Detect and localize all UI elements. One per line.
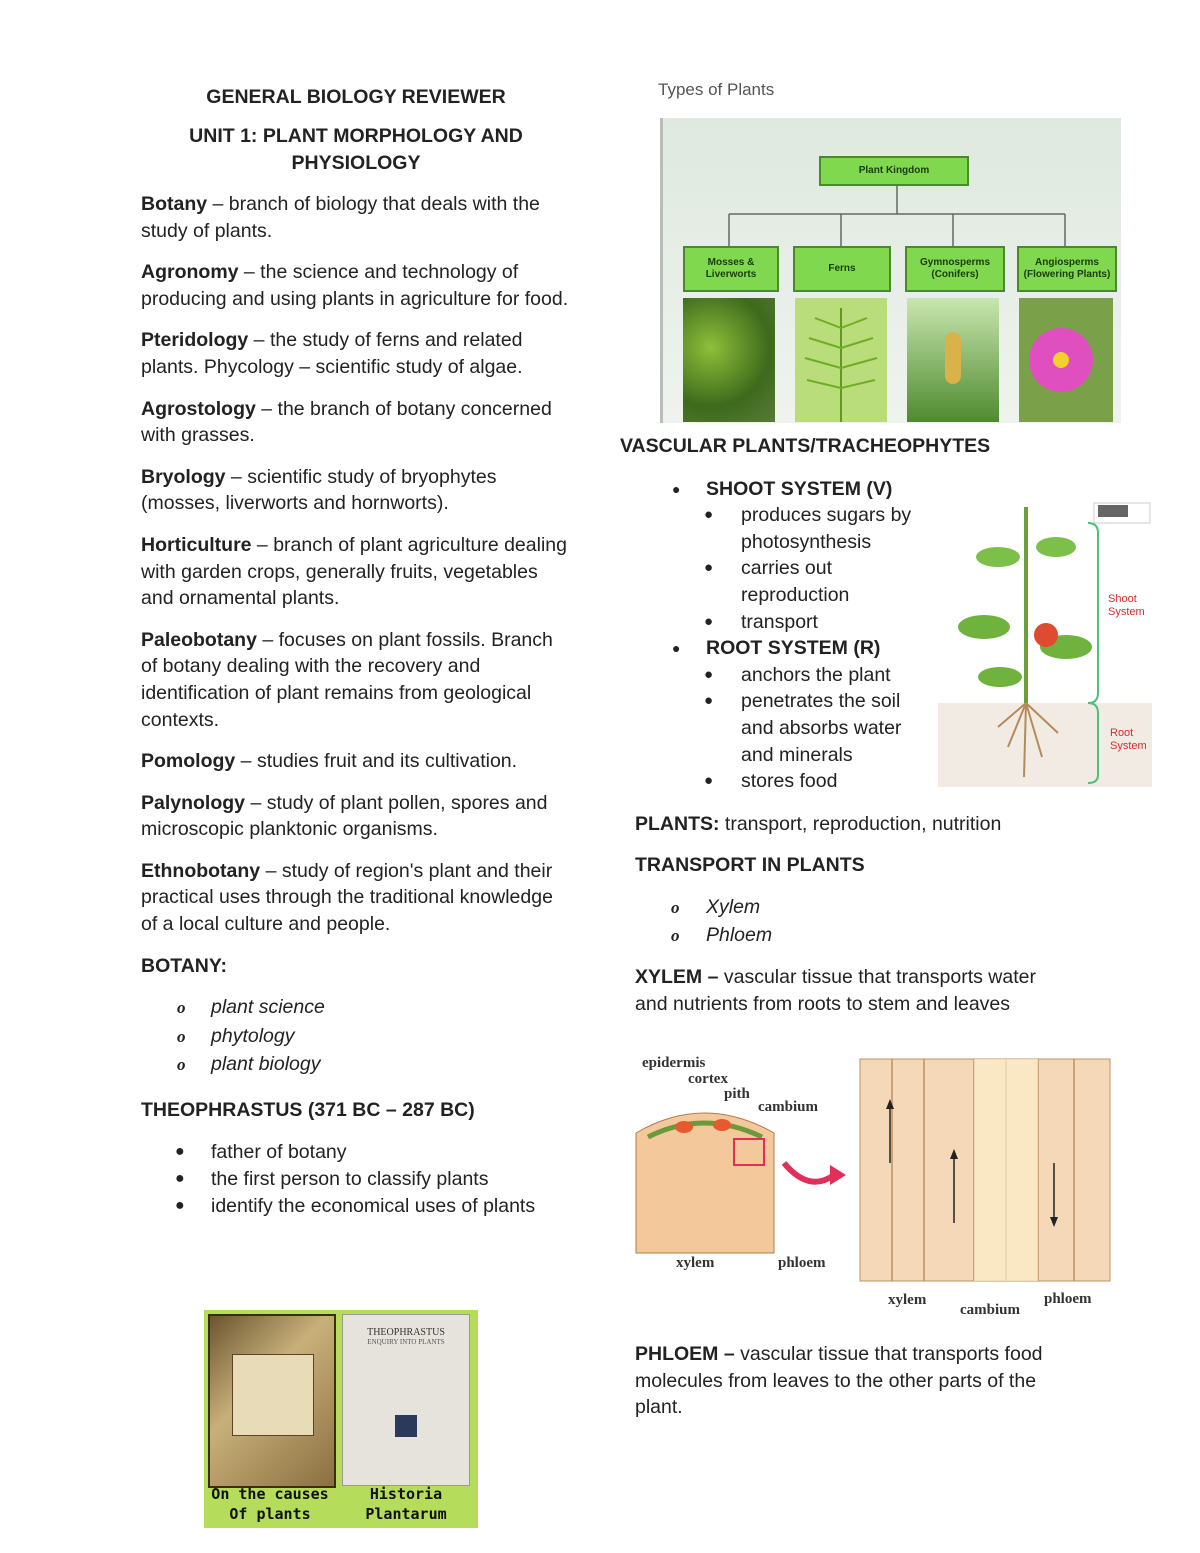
theophrastus-books-image — [204, 1310, 478, 1528]
book-caption-right: Historia Plantarum — [365, 1485, 447, 1523]
term-text: – study of plant pollen, spores and microscopic planktonic organisms. — [141, 791, 548, 841]
term-definition — [141, 464, 571, 517]
ferns-box: Ferns — [793, 246, 891, 292]
bullet-icon: ● — [704, 692, 714, 710]
term-text: – study of region's plant and their practical uses through the traditional knowledge of a local culture and people. — [141, 859, 553, 936]
bullet-icon: ● — [672, 480, 681, 497]
bullet-icon: ● — [175, 1143, 185, 1161]
bullet-icon: ● — [704, 506, 714, 524]
theophrastus-heading: THEOPHRASTUS (371 BC – 287 BC) — [141, 1098, 475, 1121]
bullet-icon: ● — [704, 772, 714, 790]
mosses-box: Mosses & Liverworts — [683, 246, 779, 292]
chart-frame — [660, 118, 1121, 423]
types-of-plants-figure — [656, 78, 1120, 426]
o-bullet-icon: o — [671, 897, 680, 917]
term-definition — [141, 532, 571, 612]
list-item: ● penetrates the soil and absorbs water and minerals — [704, 690, 902, 766]
term-name: Ethnobotany — [141, 859, 261, 882]
transport-heading: TRANSPORT IN PLANTS — [635, 854, 865, 877]
plant-kingdom-box: Plant Kingdom — [819, 156, 969, 186]
cambium-label: cambium — [758, 1099, 818, 1115]
list-item: ● produces sugars by photosynthesis — [704, 504, 912, 553]
term-definition — [141, 627, 571, 733]
phloem-definition: PHLOEM – vascular tissue that transports food molecules from leaves to the other parts of the plant. — [635, 1343, 1043, 1419]
term-text: – studies fruit and its cultivation. — [235, 750, 518, 773]
flower-photo — [1019, 298, 1113, 422]
xylem-definition: XYLEM – vascular tissue that transports water and nutrients from roots to stem and leaves — [635, 965, 1036, 1015]
plants-line: PLANTS: transport, reproduction, nutrition — [635, 812, 1002, 835]
o-bullet-icon: o — [177, 1026, 186, 1046]
term-definition — [141, 396, 571, 449]
term-name: Horticulture — [141, 533, 252, 556]
bullet-icon: ● — [704, 612, 714, 630]
term-name: Agrostology — [141, 397, 256, 420]
stem-cross-section-illustration — [634, 1053, 1112, 1318]
book-caption-left: On the causes Of plants — [211, 1485, 329, 1523]
term-text: – the study of ferns and related plants. Phycology – scientific study of algae. — [141, 329, 523, 378]
list-item: o phytology — [141, 1022, 571, 1051]
list-item: ● identify the economical uses of plants — [141, 1193, 571, 1220]
root-system-label: Root System — [1110, 727, 1147, 752]
term-name: Pomology — [141, 750, 236, 773]
root-system-heading: ● ROOT SYSTEM (R) — [620, 635, 1140, 662]
o-bullet-icon: o — [177, 998, 186, 1018]
shoot-system-heading: ● SHOOT SYSTEM (V) — [620, 476, 1140, 503]
document-title: GENERAL BIOLOGY REVIEWER — [206, 86, 506, 108]
term-text: – the science and technology of producing and using plants in agriculture for food. — [141, 261, 569, 310]
term-text: – focuses on plant fossils. Branch of botany dealing with the recovery and identification of plant remains from geological contexts. — [141, 628, 553, 731]
term-name: Bryology — [141, 465, 226, 488]
cambium-label-right: cambium — [960, 1302, 1020, 1318]
term-name: Botany — [141, 193, 208, 215]
shoot-root-plant-figure — [938, 497, 1152, 787]
phloem-label: phloem — [778, 1255, 826, 1271]
epidermis-label: epidermis — [642, 1055, 706, 1071]
book-cover-image: THEOPHRASTUS ENQUIRY INTO PLANTS — [342, 1314, 470, 1486]
list-item: o plant science — [141, 993, 571, 1022]
list-item: o plant biology — [141, 1050, 571, 1079]
pith-label: pith — [724, 1086, 750, 1102]
list-item: ● transport — [620, 609, 931, 636]
figure-caption: Types of Plants — [658, 80, 775, 99]
bullet-icon: ● — [704, 559, 714, 577]
xylem-label-right: xylem — [888, 1292, 927, 1308]
term-name: Pteridology — [141, 329, 249, 352]
cortex-label: cortex — [688, 1071, 728, 1087]
list-item: ● carries out reproduction — [704, 557, 850, 606]
left-column — [141, 84, 571, 1219]
term-definition — [141, 748, 571, 775]
fern-photo — [795, 298, 887, 422]
list-item: ● anchors the plant — [620, 662, 931, 689]
xylem-label: xylem — [676, 1255, 715, 1271]
gymnosperms-box: Gymnosperms (Conifers) — [905, 246, 1005, 292]
bullet-icon: ● — [672, 640, 681, 657]
o-bullet-icon: o — [671, 926, 680, 946]
theophrastus-list — [141, 1139, 571, 1219]
term-text: – branch of biology that deals with the study of plants. — [141, 193, 540, 242]
angiosperms-box: Angiosperms (Flowering Plants) — [1017, 246, 1117, 292]
term-definition — [141, 191, 571, 244]
list-item: o Xylem — [635, 893, 1140, 922]
list-item: ● stores food — [620, 768, 931, 795]
bullet-icon: ● — [175, 1169, 185, 1187]
unit-title: UNIT 1: PLANT MORPHOLOGY AND PHYSIOLOGY — [189, 125, 523, 174]
term-definition — [141, 259, 571, 312]
term-text: – scientific study of bryophytes (mosses, liverworts and hornworts). — [141, 465, 497, 515]
xylem-phloem-figure — [634, 1053, 1112, 1318]
term-name: Agronomy — [141, 261, 239, 284]
terms-list — [141, 191, 571, 938]
vascular-heading: VASCULAR PLANTS/TRACHEOPHYTES — [620, 435, 991, 457]
bullet-icon: ● — [175, 1196, 185, 1214]
list-item: o Phloem — [635, 921, 1140, 950]
term-text: – the branch of botany concerned with grasses. — [141, 397, 552, 447]
bullet-icon: ● — [704, 665, 714, 683]
shoot-system-label: Shoot System — [1108, 593, 1145, 618]
cycad-photo — [907, 298, 999, 422]
term-definition — [141, 790, 571, 843]
transport-list — [635, 893, 1140, 950]
list-item: ● father of botany — [141, 1139, 571, 1166]
book-engraving-image — [208, 1314, 336, 1488]
term-name: Paleobotany — [141, 628, 257, 651]
term-definition — [141, 327, 571, 380]
moss-photo — [683, 298, 775, 422]
term-definition — [141, 858, 571, 938]
list-item: ● the first person to classify plants — [141, 1166, 571, 1193]
botany-list — [141, 993, 571, 1079]
term-text: – branch of plant agriculture dealing with garden crops, generally fruits, vegetables and ornamental plants. — [141, 533, 567, 610]
botany-heading: BOTANY: — [141, 954, 227, 977]
o-bullet-icon: o — [177, 1055, 186, 1075]
term-name: Palynology — [141, 791, 246, 814]
phloem-label-right: phloem — [1044, 1291, 1092, 1307]
